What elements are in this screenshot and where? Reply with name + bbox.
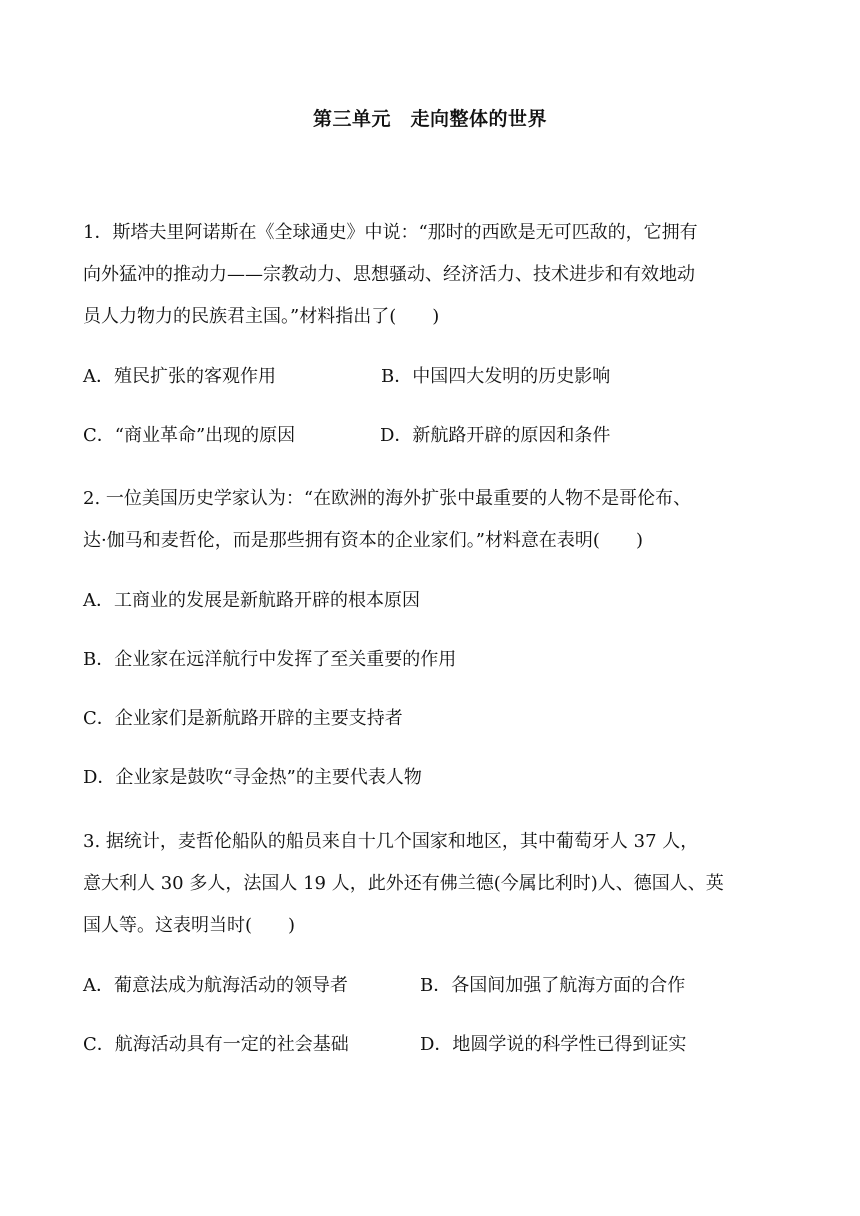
option-row [83, 689, 783, 748]
option-a: A．殖民扩张的客观作用 [83, 366, 276, 387]
option-row [83, 630, 783, 689]
option-a: A．葡意法成为航海活动的领导者 [83, 975, 348, 996]
stem-line: 2. 一位美国历史学家认为：“在欧洲的海外扩张中最重要的人物不是哥伦布、 [83, 488, 692, 509]
question-3 [83, 821, 783, 1074]
option-row [83, 406, 783, 465]
stem-line: 3. 据统计，麦哲伦船队的船员来自十几个国家和地区，其中葡萄牙人 37 人， [83, 831, 699, 852]
question-stem [83, 821, 783, 947]
option-c: C．“商业革命”出现的原因 [83, 425, 296, 446]
question-stem [83, 478, 783, 562]
option-b: B．企业家在远洋航行中发挥了至关重要的作用 [83, 649, 457, 670]
stem-line: 意大利人 30 多人，法国人 19 人，此外还有佛兰德(今属比利时)人、德国人、英 [83, 873, 724, 894]
option-b: B．各国间加强了航海方面的合作 [420, 975, 686, 996]
option-c: C．企业家们是新航路开辟的主要支持者 [83, 708, 403, 729]
stem-line: 员人力物力的民族君主国。”材料指出了( ) [83, 306, 440, 327]
stem-line: 达·伽马和麦哲伦，而是那些拥有资本的企业家们。”材料意在表明( ) [83, 530, 643, 551]
question-stem [83, 212, 783, 338]
option-b: B．中国四大发明的历史影响 [381, 366, 611, 387]
stem-line: 1．斯塔夫里阿诺斯在《全球通史》中说：“那时的西欧是无可匹敌的，它拥有 [83, 222, 698, 243]
option-row [83, 748, 783, 807]
option-a: A．工商业的发展是新航路开辟的根本原因 [83, 590, 420, 611]
option-c: C．航海活动具有一定的社会基础 [83, 1034, 349, 1055]
option-d: D．地圆学说的科学性已得到证实 [420, 1034, 687, 1055]
option-d: D．新航路开辟的原因和条件 [380, 425, 611, 446]
question-2 [83, 478, 783, 807]
option-row [83, 571, 783, 630]
stem-line: 国人等。这表明当时( ) [83, 915, 296, 936]
question-1 [83, 212, 783, 465]
stem-line: 向外猛冲的推动力——宗教动力、思想骚动、经济活力、技术进步和有效地动 [83, 264, 695, 285]
option-row [83, 347, 783, 406]
option-d: D．企业家是鼓吹“寻金热”的主要代表人物 [83, 767, 422, 788]
page-title: 第三单元 走向整体的世界 [312, 108, 547, 130]
option-row [83, 956, 783, 1015]
option-row [83, 1015, 783, 1074]
